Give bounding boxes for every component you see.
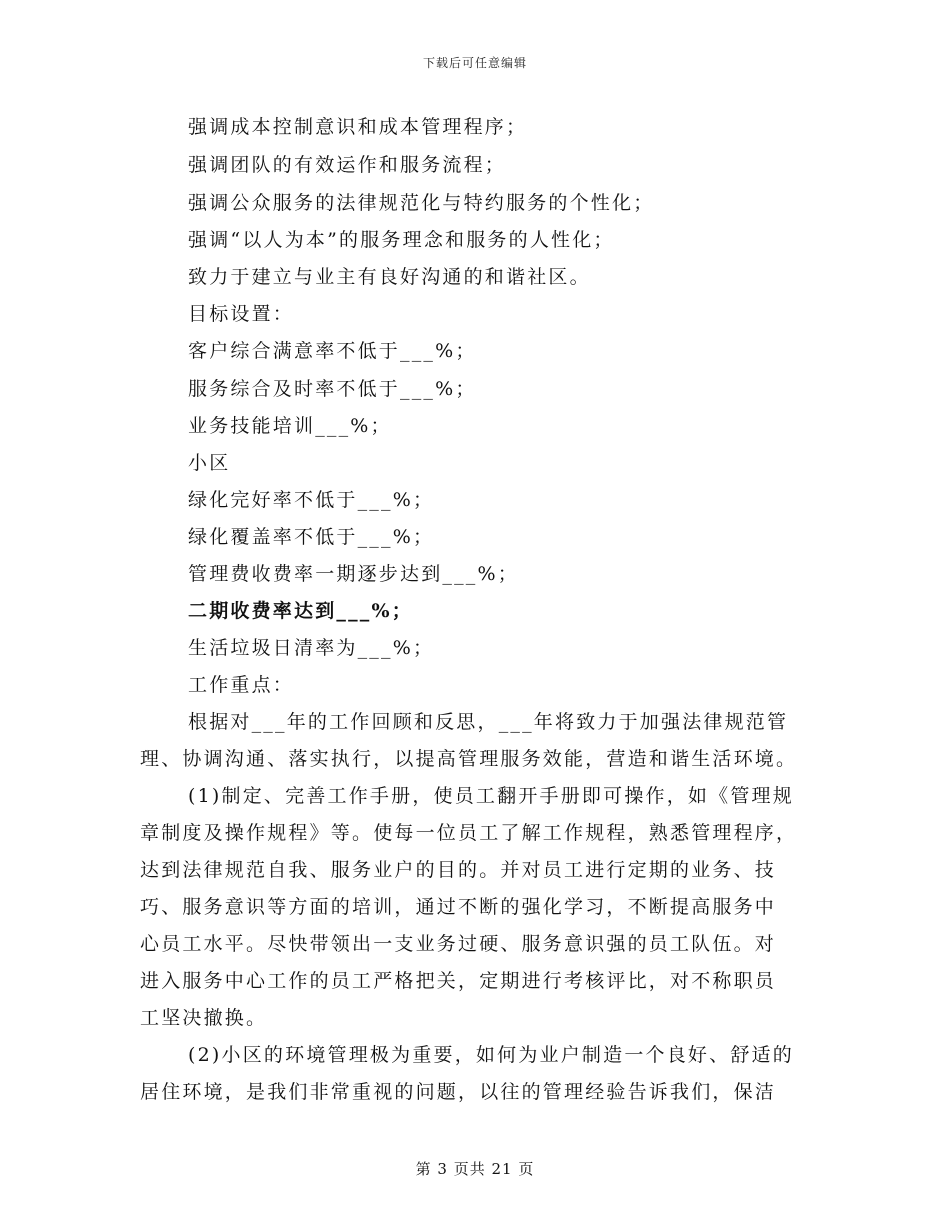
text-line: 客户综合满意率不低于___%； <box>188 340 477 362</box>
text-line: 强调成本控制意识和成本管理程序； <box>188 116 528 138</box>
header-note: 下载后可任意编辑 <box>422 56 527 70</box>
text-line: 生活垃圾日清率为___%； <box>188 637 435 659</box>
paragraph-line: 巧、服务意识等方面的培训，通过不断的强化学习，不断提高服务中 <box>140 896 777 918</box>
paragraph-line: (2)小区的环境管理极为重要，如何为业户制造一个良好、舒适的 <box>188 1044 794 1066</box>
paragraph-line: 根据对___年的工作回顾和反思，___年将致力于加强法律规范管 <box>188 711 789 733</box>
text-line: 绿化完好率不低于___%； <box>188 489 435 511</box>
text-line: 强调团队的有效运作和服务流程； <box>188 154 507 176</box>
paragraph-line: 心员工水平。尽快带领出一支业务过硬、服务意识强的员工队伍。对 <box>140 933 777 955</box>
text-line: 强调“以人为本”的服务理念和服务的人性化； <box>188 229 615 251</box>
text-line: 业务技能培训___%； <box>188 415 392 437</box>
text-line: 管理费收费率一期逐步达到___%； <box>188 563 519 585</box>
page-number-footer: 第 3 页共 21 页 <box>415 1160 535 1178</box>
text-line-bold: 二期收费率达到___%； <box>188 600 413 622</box>
paragraph-line: 章制度及操作规程》等。使每一位员工了解工作规程，熟悉管理程序， <box>140 822 798 844</box>
paragraph-line: 居住环境，是我们非常重视的问题，以往的管理经验告诉我们，保洁 <box>140 1081 777 1103</box>
text-line: 小区 <box>188 452 231 474</box>
paragraph-line: 进入服务中心工作的员工严格把关，定期进行考核评比，对不称职员 <box>140 970 777 992</box>
paragraph-line: 工坚决撤换。 <box>140 1007 268 1029</box>
paragraph-line: (1)制定、完善工作手册，使员工翻开手册即可操作，如《管理规 <box>188 785 794 807</box>
text-line: 绿化覆盖率不低于___%； <box>188 526 435 548</box>
paragraph-line: 理、协调沟通、落实执行，以提高管理服务效能，营造和谐生活环境。 <box>140 748 798 770</box>
text-line: 致力于建立与业主有良好沟通的和谐社区。 <box>188 266 591 288</box>
paragraph-line: 达到法律规范自我、服务业户的目的。并对员工进行定期的业务、技 <box>140 859 777 881</box>
text-line: 目标设置： <box>188 303 295 325</box>
text-line: 强调公众服务的法律规范化与特约服务的个性化； <box>188 192 655 214</box>
text-line: 服务综合及时率不低于___%； <box>188 378 477 400</box>
text-line: 工作重点： <box>188 674 295 696</box>
